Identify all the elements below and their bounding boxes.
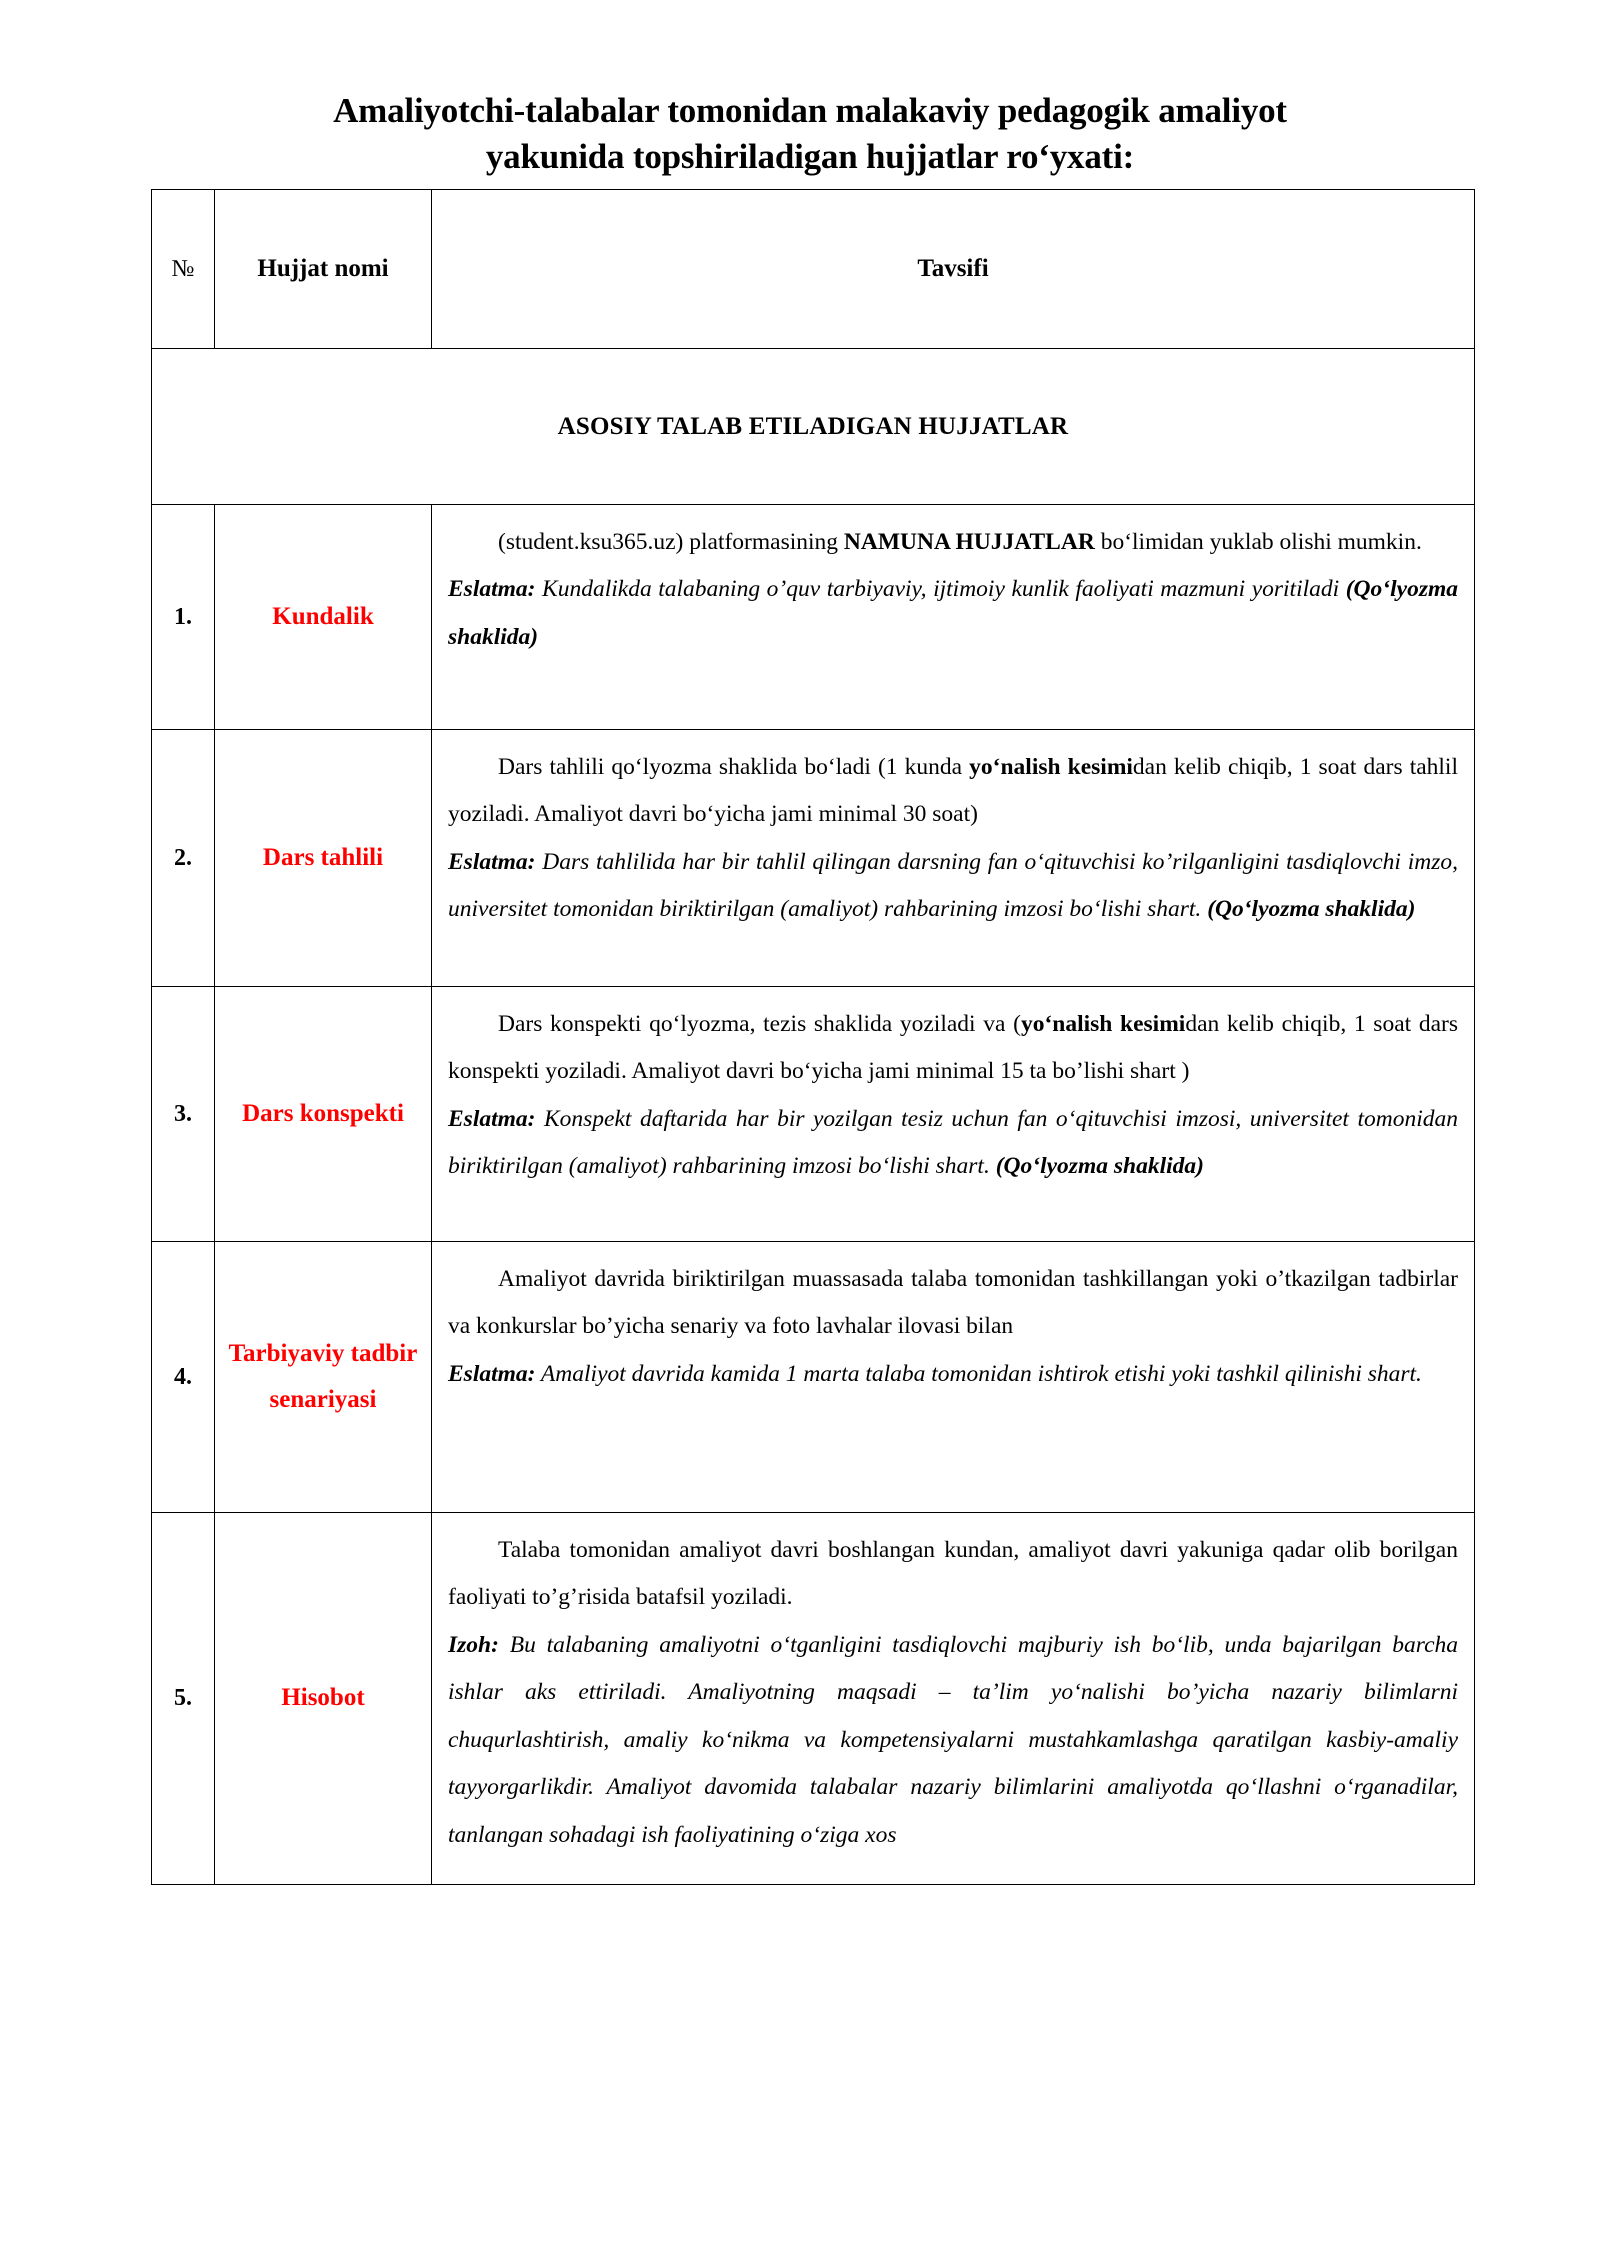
document-name: Dars tahlili — [215, 730, 432, 987]
description-paragraph — [448, 744, 1458, 839]
document-description — [432, 987, 1475, 1242]
section-banner-row — [152, 349, 1475, 505]
description-paragraph — [448, 1001, 1458, 1096]
row-number: 5. — [152, 1513, 215, 1885]
row-number: 3. — [152, 987, 215, 1242]
desc-text-pre: Talaba tomonidan amaliyot davri boshlangan kundan, amaliyot davri yakuniga qadar olib borilgan faoliyati to’g’risida batafsil yoziladi. — [448, 1537, 1458, 1611]
table-row — [152, 730, 1475, 987]
document-description — [432, 730, 1475, 987]
note-text: Bu talabaning amaliyotni o‘tganligini tasdiqlovchi majburiy ish bo‘lib, unda bajarilgan barcha ishlar aks ettiriladi. Amaliyotning maqsadi – ta’lim yo‘nalishi bo’yicha nazariy bilimlarni chuqurlashtirish, amaliy ko‘nikma va kompetensiyalarni mustahkamlashga qaratilgan kasbiy-amaliy tayyorgarlikdir. Amaliyot davomida talabalar nazariy bilimlarini amaliyotda qo‘llashni o‘rganadilar, tanlangan sohadagi ish faoliyatining o‘ziga xos — [448, 1631, 1458, 1848]
desc-text-post: dan kelib chiqib, 1 soat dars tahlil yoziladi. Amaliyot davri bo‘yicha jami minimal 30 soat) — [448, 754, 1458, 828]
desc-text-pre: Amaliyot davrida biriktirilgan muassasada talaba tomonidan tashkillangan yoki o’tkazilgan tadbirlar va konkurslar bo’yicha senariy va foto lavhalar ilovasi bilan — [448, 1266, 1458, 1340]
note-paragraph — [448, 1622, 1458, 1859]
description-paragraph — [448, 1527, 1458, 1622]
note-emphasis: (Qo‘lyozma shaklida) — [995, 1153, 1204, 1180]
document-description — [432, 1242, 1475, 1513]
note-label: Izoh: — [448, 1631, 499, 1658]
table-header-row — [152, 190, 1475, 349]
description-paragraph — [448, 519, 1458, 566]
note-emphasis: (Qo‘lyozma shaklida) — [1207, 896, 1416, 923]
column-header-document-name: Hujjat nomi — [215, 190, 432, 349]
note-paragraph — [448, 1096, 1458, 1191]
note-label: Eslatma: — [448, 1105, 536, 1132]
row-number: 2. — [152, 730, 215, 987]
desc-text-bold: NAMUNA HUJJATLAR — [843, 529, 1095, 555]
desc-text-pre: Dars konspekti qo‘lyozma, tezis shaklida yoziladi va ( — [498, 1011, 1021, 1037]
document-name: Tarbiyaviy tadbir senariyasi — [215, 1242, 432, 1513]
note-label: Eslatma: — [448, 576, 536, 603]
row-number: 4. — [152, 1242, 215, 1513]
note-text: Amaliyot davrida kamida 1 marta talaba tomonidan ishtirok etishi yoki tashkil qilinishi shart. — [535, 1360, 1422, 1387]
documents-table — [151, 189, 1475, 1885]
section-title: ASOSIY TALAB ETILADIGAN HUJJATLAR — [152, 349, 1475, 505]
note-label: Eslatma: — [448, 848, 536, 875]
table-row — [152, 1513, 1475, 1885]
document-name: Dars konspekti — [215, 987, 432, 1242]
note-paragraph — [448, 566, 1458, 661]
document-name: Hisobot — [215, 1513, 432, 1885]
desc-text-post: dan kelib chiqib, 1 soat dars konspekti yoziladi. Amaliyot davri bo‘yicha jami minimal 15 ta bo’lishi shart ) — [448, 1011, 1458, 1085]
page-title-line-1: Amaliyotchi-talabalar tomonidan malakaviy pedagogik amaliyot — [333, 91, 1287, 130]
column-header-description: Tavsifi — [432, 190, 1475, 349]
desc-text-pre: Dars tahlili qo‘lyozma shaklida bo‘ladi (1 kunda — [498, 754, 970, 780]
note-text: Konspekt daftarida har bir yozilgan tesiz uchun fan o‘qituvchisi imzosi, universitet tomonidan biriktirilgan (amaliyot) rahbarining imzosi bo‘lishi shart. — [448, 1105, 1458, 1180]
description-paragraph — [448, 1256, 1458, 1351]
desc-text-post: bo‘limidan yuklab olishi mumkin. — [1094, 529, 1422, 555]
table-row — [152, 987, 1475, 1242]
note-paragraph — [448, 839, 1458, 934]
desc-text-bold: yo‘nalish kesimi — [969, 754, 1133, 780]
document-description — [432, 1513, 1475, 1885]
note-label: Eslatma: — [448, 1360, 536, 1387]
desc-text-bold: yo‘nalish kesimi — [1020, 1011, 1186, 1037]
document-description — [432, 505, 1475, 730]
note-emphasis: (Qo‘lyozma shaklida) — [448, 576, 1458, 650]
page-title-line-2: yakunida topshiriladigan hujjatlar ro‘yxati: — [485, 136, 1135, 176]
column-header-number: № — [152, 190, 215, 349]
desc-text-pre: (student.ksu365.uz) platformasining — [498, 529, 844, 555]
page-title — [150, 88, 1470, 179]
document-name: Kundalik — [215, 505, 432, 730]
table-row — [152, 1242, 1475, 1513]
table-row — [152, 505, 1475, 730]
row-number: 1. — [152, 505, 215, 730]
note-text: Kundalikda talabaning o’quv tarbiyaviy, ijtimoiy kunlik faoliyati mazmuni yoritiladi — [535, 576, 1346, 603]
note-paragraph — [448, 1351, 1458, 1398]
note-text: Dars tahlilida har bir tahlil qilingan darsning fan o‘qituvchisi ko’rilganligini tasdiqlovchi imzo, universitet tomonidan biriktirilgan (amaliyot) rahbarining imzosi bo‘lishi shart. — [448, 848, 1458, 923]
